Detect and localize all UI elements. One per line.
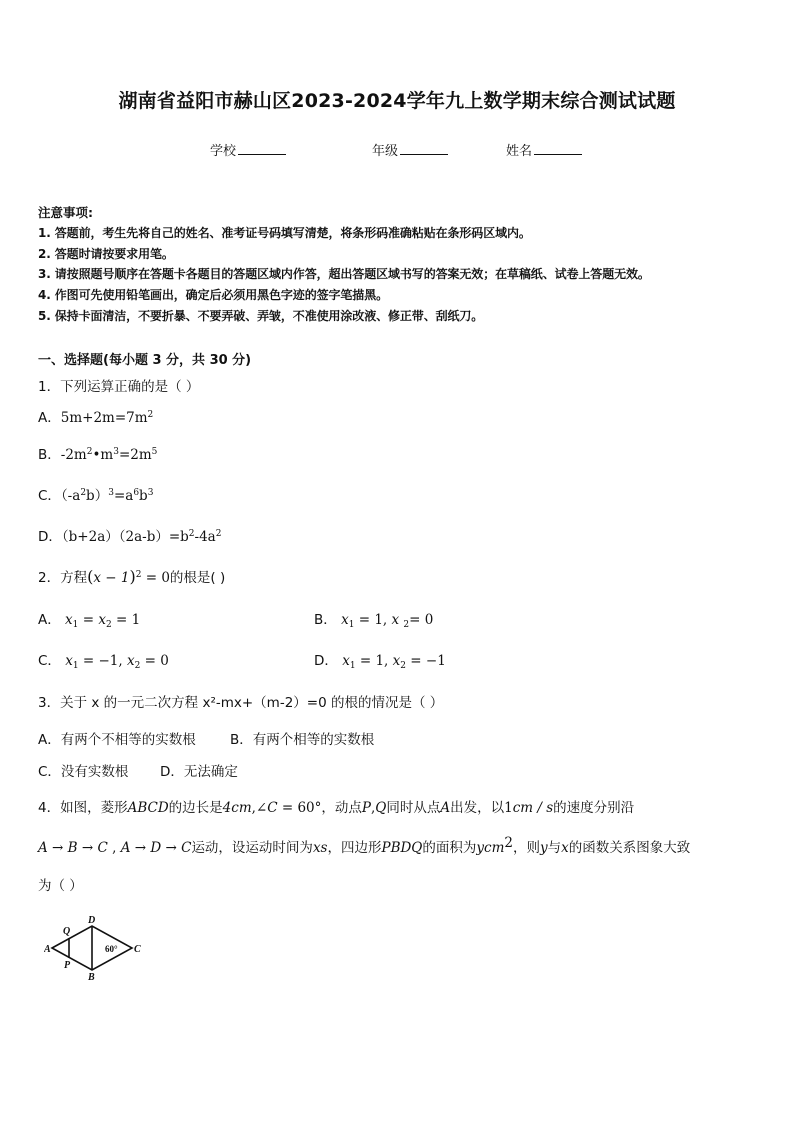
option-label: D． (314, 653, 338, 669)
q4-text: ，动点 (321, 800, 362, 816)
question-1-stem: 1．下列运算正确的是（ ） (38, 379, 200, 395)
q4-text: 的面积为 (422, 840, 477, 856)
q1-option-c[interactable]: C．$(-a^2b)^3=a^6b^3$ (38, 488, 154, 504)
q4-text: ，四边形 (327, 840, 382, 856)
school-blank (238, 142, 286, 155)
notice-item: 1. 答题前，考生先将自己的姓名、准考证号码填写清楚，将条形码准确粘贴在条形码区域内。 (38, 226, 531, 240)
option-label: D． (38, 529, 62, 545)
question-3-stem: 3．关于 x 的一元二次方程 x²-mx+（m-2）=0 的根的情况是（ ） (38, 695, 444, 711)
q2-stem-prefix: 2．方程 (38, 570, 88, 586)
question-4-line-3: 为（ ） (38, 878, 83, 894)
q3-option-b[interactable]: B．有两个相等的实数根 (230, 732, 375, 748)
name-label: 姓名 (506, 144, 533, 159)
page-title: 湖南省益阳市赫山区2023-2024学年九上数学期末综合测试试题 (118, 90, 676, 112)
q1-option-a[interactable]: A．$5m+2m=7m^2$ (38, 410, 154, 426)
label-d: D (88, 915, 96, 926)
q3-option-a[interactable]: A．有两个不相等的实数根 (38, 732, 196, 748)
grade-field[interactable] (372, 140, 448, 159)
notice-item: 4. 作图可先使用铅笔画出，确定后必须用黑色字迹的签字笔描黑。 (38, 288, 388, 302)
label-angle: 60° (105, 944, 118, 954)
question-2-stem (38, 566, 225, 586)
notice-item: 2. 答题时请按要求用笔。 (38, 247, 174, 261)
q4-text: 与 (547, 840, 562, 856)
option-label: B． (38, 447, 61, 463)
label-b: B (88, 972, 95, 982)
school-field[interactable] (210, 140, 286, 159)
q2-option-a[interactable]: A． $x_1 = x_2 = 1$ (38, 612, 141, 630)
q1-option-d[interactable]: D．$(b+2a)(2a-b)=b^2-4a^2$ (38, 529, 222, 545)
option-label: A． (38, 612, 61, 628)
section-heading: 一、选择题(每小题 3 分，共 30 分) (38, 353, 252, 368)
q1-option-b[interactable]: B．$-2m^2•m^3=2m^5$ (38, 447, 158, 463)
rhombus-figure (44, 912, 144, 982)
question-4-line-2: A → B → C , A → D → C运动，设运动时间为xs，四边形PBDQ的面积为ycm$^2$，则y与x的函数关系图象大致 (38, 835, 691, 856)
q4-text: 4．如图，菱形 (38, 800, 128, 816)
q2-option-d[interactable]: D． $x_1 = 1$, $x_2 = -1$ (314, 653, 446, 671)
q4-text: ，则 (512, 840, 540, 856)
q2-option-c[interactable]: C． $x_1 = -1$, $x_2 = 0$ (38, 653, 169, 671)
q4-text: 出发，以 (450, 800, 505, 816)
name-field[interactable] (506, 140, 582, 159)
option-label: B． (314, 612, 337, 628)
label-q: Q (63, 926, 71, 937)
label-a: A (44, 944, 51, 955)
q4-text: 运动，设运动时间为 (191, 840, 313, 856)
q2-option-b[interactable]: B． $x_1 = 1$, x $_2$= 0 (314, 612, 434, 630)
grade-blank (400, 142, 448, 155)
notice-heading: 注意事项: (38, 205, 93, 220)
q3-option-c[interactable]: C．没有实数根 (38, 764, 129, 780)
option-label: C． (38, 488, 61, 504)
notice-item: 5. 保持卡面清洁，不要折暴、不要弄破、弄皱，不准使用涂改液、修正带、刮纸刀。 (38, 309, 484, 323)
grade-label: 年级 (372, 144, 399, 159)
q2-stem-suffix: 的根是( ) (169, 570, 226, 586)
option-label: C． (38, 653, 61, 669)
question-4-line-1: 4．如图，菱形ABCD的边长是4cm,∠C = 60°，动点P,Q同时从点A出发，以1cm / s的速度分别沿 (38, 800, 635, 816)
q2-equation: $(x - 1)^2 = 0$ (87, 567, 170, 586)
option-label: A． (38, 410, 61, 426)
notice-item: 3. 请按照题号顺序在答题卡各题目的答题区域内作答，超出答题区域书写的答案无效；在草稿纸、试卷上答题无效。 (38, 267, 650, 281)
q4-text: 同时从点 (386, 800, 441, 816)
q4-text: 的函数关系图象大致 (568, 840, 691, 856)
q4-text: 的边长是 (168, 800, 223, 816)
label-p: P (64, 960, 71, 971)
q4-text: 的速度分别沿 (553, 800, 635, 816)
label-c: C (134, 944, 141, 955)
name-blank (534, 142, 582, 155)
school-label: 学校 (210, 144, 237, 159)
q3-option-d[interactable]: D．无法确定 (160, 764, 238, 780)
